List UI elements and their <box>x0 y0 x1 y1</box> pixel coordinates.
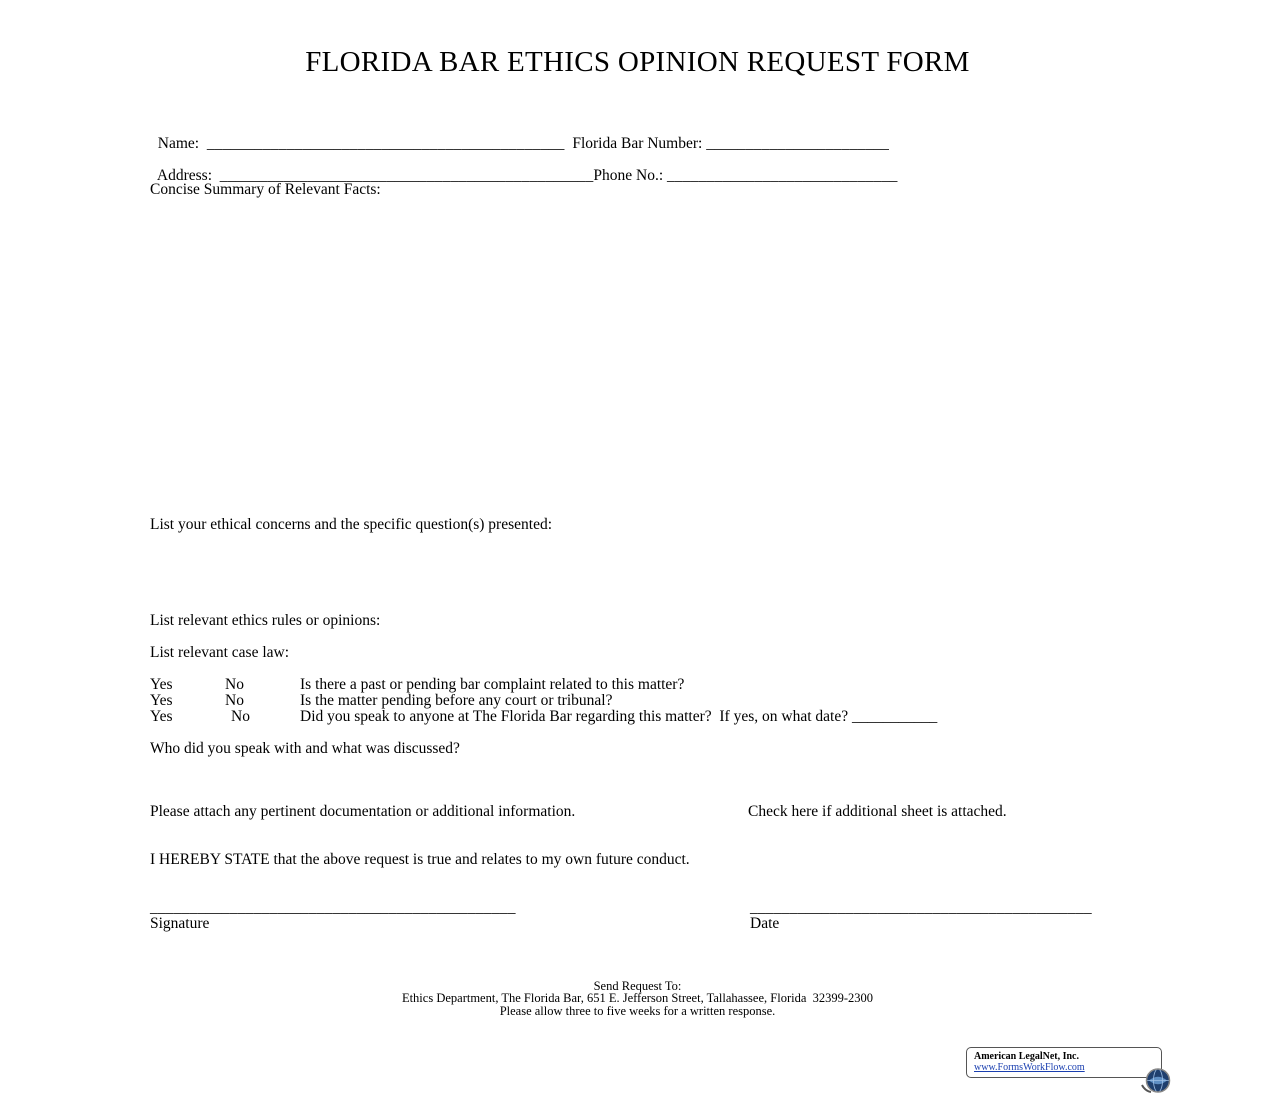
certification-statement: I HEREBY STATE that the above request is true and relates to my own future conduct. <box>150 851 690 868</box>
facts-heading: Concise Summary of Relevant Facts: <box>150 181 381 198</box>
globe-icon <box>1123 1049 1157 1076</box>
question-2-yes[interactable]: Yes <box>150 692 173 709</box>
footer-address: Ethics Department, The Florida Bar, 651 E. Jefferson Street, Tallahassee, Florida 32399-2300 <box>401 991 874 1005</box>
phone-field[interactable]: _____________________________ <box>667 167 898 184</box>
date-field[interactable]: ___________________________________________ <box>750 899 1092 916</box>
question-1-yes[interactable]: Yes <box>150 676 173 693</box>
bar-number-field[interactable]: _______________________ <box>706 135 890 152</box>
name-field[interactable]: _____________________________________________ <box>206 135 565 152</box>
badge-company-name: American LegalNet, Inc. <box>974 1051 1079 1062</box>
address-field[interactable]: _______________________________________________ <box>219 167 594 184</box>
bar-number-label: Florida Bar Number: <box>572 135 703 152</box>
form-title: FLORIDA BAR ETHICS OPINION REQUEST FORM <box>305 46 970 78</box>
name-label: Name: <box>157 135 200 152</box>
attach-instruction: Please attach any pertinent documentation or additional information. <box>150 803 576 820</box>
question-3-yes[interactable]: Yes <box>150 708 173 725</box>
additional-sheet-checkbox-label[interactable]: Check here if additional sheet is attached. <box>748 803 1007 820</box>
signature-field[interactable]: ______________________________________________ <box>150 899 516 916</box>
phone-label: Phone No.: <box>593 167 664 184</box>
name-row <box>150 117 889 153</box>
signature-label: Signature <box>150 915 210 932</box>
discussion-heading: Who did you speak with and what was discussed? <box>150 740 460 757</box>
concerns-heading: List your ethical concerns and the specific question(s) presented: <box>150 516 553 533</box>
question-2-text: Is the matter pending before any court or tribunal? <box>300 692 613 709</box>
question-2-no[interactable]: No <box>225 692 244 709</box>
address-label: Address: <box>156 167 213 184</box>
footer-response-time: Please allow three to five weeks for a written response. <box>499 1004 776 1018</box>
badge-url-link[interactable]: www.FormsWorkFlow.com <box>974 1062 1085 1073</box>
rules-heading: List relevant ethics rules or opinions: <box>150 612 381 629</box>
question-1-text: Is there a past or pending bar complaint related to this matter? <box>300 676 685 693</box>
date-label: Date <box>750 915 780 932</box>
question-3-text: Did you speak to anyone at The Florida Bar regarding this matter? If yes, on what date? ___________ <box>300 708 938 725</box>
case-law-heading: List relevant case law: <box>150 644 290 661</box>
question-3-no[interactable]: No <box>231 708 250 725</box>
legalnet-badge[interactable] <box>966 1047 1162 1078</box>
question-1-no[interactable]: No <box>225 676 244 693</box>
address-row <box>150 149 898 185</box>
footer-send-to: Send Request To: <box>593 979 682 993</box>
